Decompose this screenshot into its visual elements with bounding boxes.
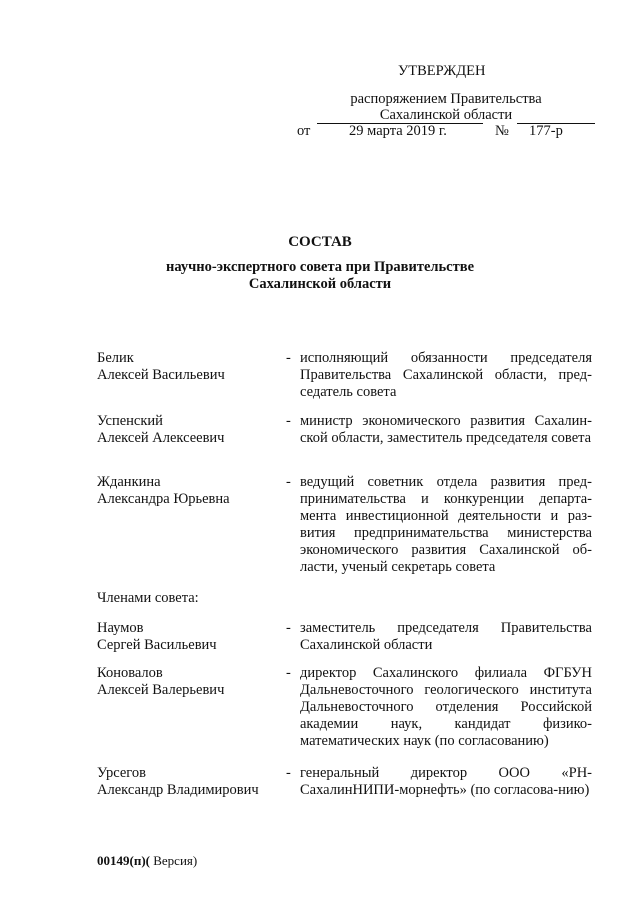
member-position: исполняющий обязанности председателя Правительства Сахалинской области, пред-седатель совета bbox=[300, 350, 592, 400]
document-subtitle-line-2: Сахалинской области bbox=[248, 276, 392, 292]
document-code-number: 00149(п)( bbox=[97, 853, 150, 868]
date-prefix: от bbox=[297, 123, 311, 139]
dash-separator: - bbox=[286, 765, 291, 781]
member-surname: Жданкина bbox=[97, 474, 161, 490]
member-given-names: Алексей Васильевич bbox=[97, 367, 225, 383]
member-position: ведущий советник отдела развития пред-принимательства и конкуренции департа-мента инвестиционной деятельности и раз-вития предпринимательства министерства экономического развития Сахалинской об-ласти, ученый секретарь совета bbox=[300, 474, 592, 575]
document-code bbox=[97, 852, 197, 869]
member-surname: Успенский bbox=[97, 413, 163, 429]
approval-line-2: Сахалинской области bbox=[379, 107, 513, 123]
document-title: СОСТАВ bbox=[288, 234, 352, 250]
dash-separator: - bbox=[286, 474, 291, 490]
member-given-names: Алексей Валерьевич bbox=[97, 682, 225, 698]
member-given-names: Александр Владимирович bbox=[97, 782, 259, 798]
number-prefix: № bbox=[495, 123, 509, 139]
member-given-names: Алексей Алексеевич bbox=[97, 430, 225, 446]
member-surname: Коновалов bbox=[97, 665, 163, 681]
date-value: 29 марта 2019 г. bbox=[349, 123, 447, 139]
members-section-label: Членами совета: bbox=[97, 590, 199, 606]
member-given-names: Александра Юрьевна bbox=[97, 491, 230, 507]
approval-date-row bbox=[297, 123, 597, 141]
dash-separator: - bbox=[286, 350, 291, 366]
member-surname: Белик bbox=[97, 350, 134, 366]
member-surname: Урсегов bbox=[97, 765, 146, 781]
member-surname: Наумов bbox=[97, 620, 144, 636]
dash-separator: - bbox=[286, 665, 291, 681]
dash-separator: - bbox=[286, 620, 291, 636]
approval-title: УТВЕРЖДЕН bbox=[398, 63, 486, 79]
member-given-names: Сергей Васильевич bbox=[97, 637, 217, 653]
document-version: Версия) bbox=[149, 853, 198, 868]
dash-separator: - bbox=[286, 413, 291, 429]
member-position: директор Сахалинского филиала ФГБУН Дальневосточного геологического института Дальневосточного отделения Российской академии наук, кандидат физико-математических наук (по согласованию) bbox=[300, 665, 592, 749]
number-value: 177-р bbox=[529, 123, 563, 139]
approval-line-1: распоряжением Правительства bbox=[350, 91, 542, 107]
member-position: министр экономического развития Сахалин-ской области, заместитель председателя совета bbox=[300, 413, 592, 446]
member-position: заместитель председателя Правительства Сахалинской области bbox=[300, 620, 592, 653]
document-subtitle-line-1: научно-экспертного совета при Правительстве bbox=[165, 259, 475, 275]
member-position: генеральный директор ООО «РН-СахалинНИПИ-морнефть» (по согласова-нию) bbox=[300, 765, 592, 798]
